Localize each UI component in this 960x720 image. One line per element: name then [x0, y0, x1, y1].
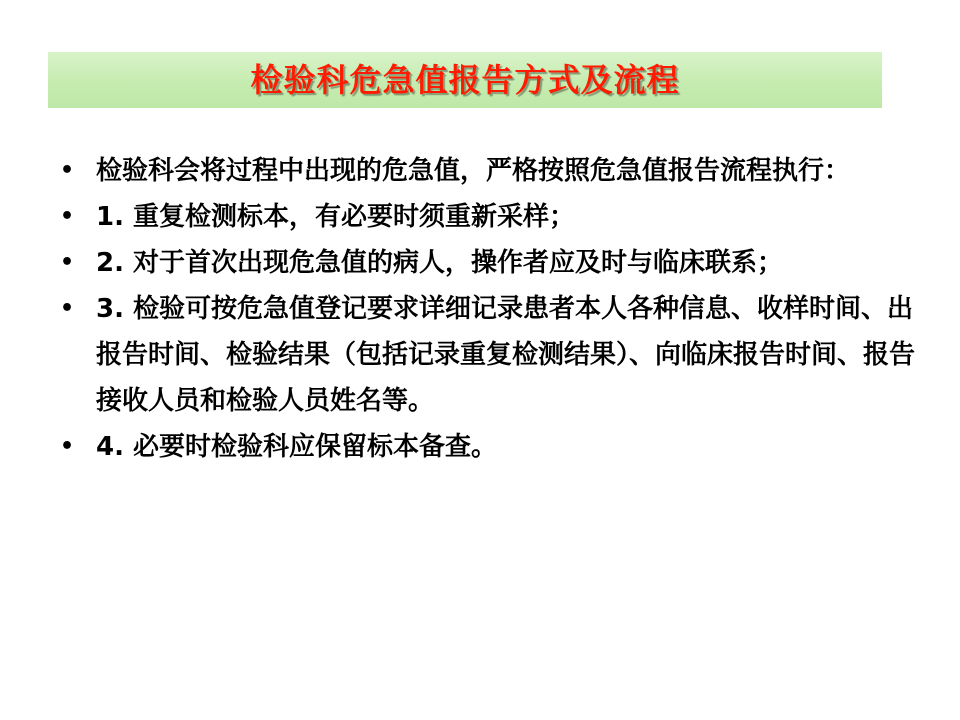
bullet-icon: •: [60, 296, 75, 321]
list-item: [60, 240, 930, 286]
list-item-text: 2. 对于首次出现危急值的病人，操作者应及时与临床联系；: [96, 248, 784, 278]
slide-title: 检验科危急值报告方式及流程: [250, 61, 680, 99]
bullet-icon: •: [60, 204, 75, 229]
bullet-icon: •: [60, 250, 75, 275]
bullet-icon: •: [60, 158, 75, 183]
list-item: [60, 286, 930, 424]
list-item-text: 4. 必要时检验科应保留标本备查。: [96, 432, 498, 462]
list-item: [60, 148, 930, 194]
bullet-icon: •: [60, 434, 75, 459]
title-banner: [48, 52, 882, 108]
list-item-text: 1. 重复检测标本，有必要时须重新采样；: [96, 202, 576, 232]
bullet-list: [60, 148, 930, 470]
list-item-text: 3. 检验可按危急值登记要求详细记录患者本人各种信息、收样时间、出报告时间、检验结果（包括记录重复检测结果）、向临床报告时间、报告接收人员和检验人员姓名等。: [96, 294, 916, 416]
list-item: [60, 424, 930, 470]
list-item: [60, 194, 930, 240]
list-item-text: 检验科会将过程中出现的危急值，严格按照危急值报告流程执行：: [96, 156, 851, 186]
